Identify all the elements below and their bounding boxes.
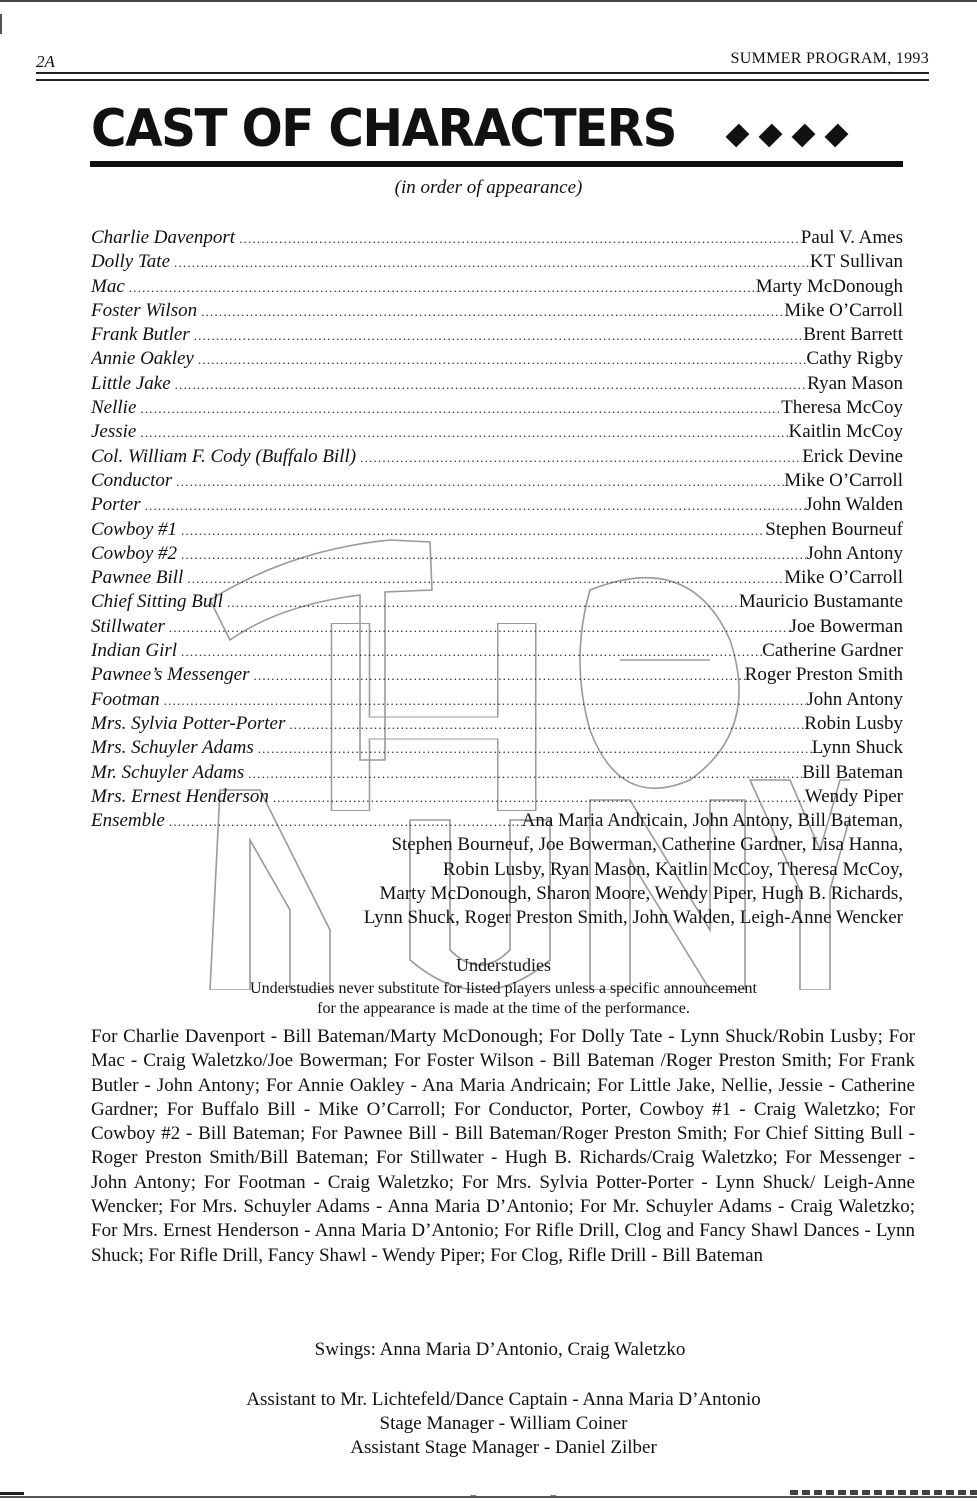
ensemble-line: Robin Lusby, Ryan Mason, Kaitlin McCoy, Theresa McCoy, [442,858,903,880]
leader-dots [248,762,802,785]
diamond-icon [726,124,750,148]
leader-dots [201,300,784,323]
role: Footman [91,688,160,710]
cast-row [91,663,903,687]
actor: Joe Bowerman [789,615,903,637]
scan-left-mark [0,14,2,34]
understudies-note-line: for the appearance is made at the time of the performance. [317,1000,690,1017]
cast-row [91,761,903,785]
actor: Theresa McCoy [781,397,903,419]
cast-row [91,785,903,809]
role: Pawnee Bill [91,567,184,589]
leader-dots [258,737,812,760]
cast-row [91,518,903,542]
role: Mrs. Schuyler Adams [91,737,254,759]
leader-dots [360,446,802,469]
leader-dots [194,324,804,347]
diamond-icon [825,124,849,148]
header-rule-bottom [36,79,929,81]
leader-dots [164,689,807,712]
production-credits [0,1388,977,1460]
subtitle: (in order of appearance) [394,177,583,198]
cast-row [91,445,903,469]
scan-bottom-left-mark [0,1492,24,1495]
role: Pawnee’s Messenger [91,664,250,686]
leader-dots [289,713,804,736]
header-rule-top [36,72,929,74]
role: Charlie Davenport [91,227,236,248]
actor: Kaitlin McCoy [788,421,903,443]
actor: Mike O’Carroll [784,299,903,321]
cast-row [91,226,903,250]
actor: Ana Maria Andricain, John Antony, Bill Bateman, [521,810,903,832]
actor: Brent Barrett [803,324,903,346]
understudies-heading: Understudies [456,955,551,975]
credit-line: Stage Manager - William Coiner [379,1413,628,1434]
ensemble-line: Stephen Bourneuf, Joe Bowerman, Catherine Gardner, Lisa Hanna, [391,834,903,856]
ensemble-line: Marty McDonough, Sharon Moore, Wendy Piper, Hugh B. Richards, [379,883,903,905]
title-rule [90,161,903,167]
credit-line: Assistant Stage Manager - Daniel Zilber [350,1437,657,1458]
leader-dots [174,251,810,274]
cast-row [91,372,903,396]
leader-dots [227,591,739,614]
leader-dots [169,616,790,639]
role: Porter [91,494,141,516]
leader-dots [253,664,744,687]
cast-row [91,469,903,493]
cast-row [91,275,903,299]
actor: Roger Preston Smith [744,664,903,686]
swings: Swings: Anna Maria D’Antonio, Craig Waletzko [314,1339,686,1360]
role: Mrs. Sylvia Potter-Porter [91,712,286,734]
role: Ensemble [91,810,165,832]
actor: Cathy Rigby [806,348,903,370]
cast-list [91,226,903,931]
role: Nellie [91,397,137,419]
leader-dots [140,397,781,420]
cast-row [91,590,903,614]
leader-dots [140,421,788,444]
leader-dots [169,810,522,833]
actor: Marty McDonough [755,275,903,297]
cast-row [91,420,903,444]
actor: Robin Lusby [804,712,903,734]
understudies-body: For Charlie Davenport - Bill Bateman/Marty McDonough; For Dolly Tate - Lynn Shuck/Robin Lusby; For Mac - Craig Waletzko/Joe Bowerman; For Foster Wilson - Bill Bateman /Roger Preston Smith; For Frank Butler - John Antony; For Annie Oakley - Ana Maria Andricain; For Little Jake, Nellie, Jessie - Catherine Gardner; For Buffalo Bill - Mike O’Carroll; For Conductor, Porter, Cowboy #1 - Craig Waletzko; For Cowboy #2 - Bill Bateman; For Pawnee Bill - Bill Bateman/Roger Preston Smith; For Chief Sitting Bull - Roger Preston Smith/Bill Bateman; For Stillwater - Hugh B. Richards/Craig Waletzko; For Messenger - John Antony; For Footman - Craig Waletzko; For Mrs. Sylvia Potter-Porter - Lynn Shuck/ Leigh-Anne Wencker; For Mrs. Schuyler Adams - Anna Maria D’Antonio; For Mr. Schuyler Adams - Craig Waletzko; For Mrs. Ernest Henderson - Anna Maria D’Antonio; For Rifle Drill, Clog and Fancy Shawl Dances - Lynn Shuck; For Rifle Drill, Fancy Shawl - Wendy Piper; For Clog, Rifle Drill - Bill Bateman [91,1026,915,1266]
actor: Ryan Mason [807,372,903,394]
credit-line: Assistant to Mr. Lichtefeld/Dance Captain - Anna Maria D’Antonio [246,1389,761,1410]
role: Chief Sitting Bull [91,591,223,613]
actor: Paul V. Ames [800,227,903,248]
leader-dots [198,348,807,371]
role: Annie Oakley [91,348,194,370]
understudies-note-line: Understudies never substitute for listed players unless a specific announcement [250,980,757,997]
actor: Stephen Bourneuf [765,518,903,540]
role: Mac [91,275,125,297]
actor: Mike O’Carroll [784,567,903,589]
cast-row [91,542,903,566]
scan-bottom-right-mark [790,1490,977,1495]
cast-row [91,566,903,590]
diamond-icon [792,124,816,148]
role: Mr. Schuyler Adams [91,761,245,783]
leader-dots [181,640,762,663]
actor: Wendy Piper [804,785,903,807]
actor: John Walden [805,494,903,516]
role: Dolly Tate [91,251,170,273]
leader-dots [181,543,806,566]
actor: Lynn Shuck [811,737,903,759]
role: Little Jake [91,372,171,394]
title-ornament [727,128,847,143]
leader-dots [181,519,765,542]
cast-row [91,736,903,760]
actor: Mike O’Carroll [784,469,903,491]
cast-row [91,396,903,420]
page-title: CAST OF CHARACTERS [91,99,677,159]
leader-dots [145,494,806,517]
page-number: 2A [36,52,55,71]
cast-row [91,493,903,517]
actor: Bill Bateman [802,761,903,783]
role: Conductor [91,469,173,491]
cast-row [91,299,903,323]
running-head: SUMMER PROGRAM, 1993 [730,50,929,67]
cast-row [91,639,903,663]
role: Mrs. Ernest Henderson [91,785,269,807]
scan-top-edge [0,0,977,2]
actor: Catherine Gardner [762,640,903,662]
cast-row [91,688,903,712]
role: Jessie [91,421,137,443]
role: Stillwater [91,615,165,637]
leader-dots [175,373,808,396]
leader-dots [187,567,784,590]
leader-dots [273,786,805,809]
cast-row [91,323,903,347]
actor: KT Sullivan [809,251,903,273]
role: Indian Girl [91,640,178,662]
leader-dots [239,227,801,250]
leader-dots [176,470,784,493]
role: Foster Wilson [91,299,198,321]
actor: John Antony [806,542,903,564]
cast-row [91,250,903,274]
role: Cowboy #2 [91,542,178,564]
scan-bottom-edge [0,1496,977,1498]
role: Cowboy #1 [91,518,178,540]
cast-row [91,615,903,639]
role: Frank Butler [91,324,190,346]
actor: John Antony [806,688,903,710]
actor: Erick Devine [802,445,903,467]
ensemble-line: Lynn Shuck, Roger Preston Smith, John Walden, Leigh-Anne Wencker [363,907,903,929]
cast-row [91,712,903,736]
diamond-icon [759,124,783,148]
role: Col. William F. Cody (Buffalo Bill) [91,445,357,467]
actor: Mauricio Bustamante [738,591,903,613]
cast-row-ensemble [91,809,903,833]
leader-dots [129,276,756,299]
understudies-note [0,979,977,1019]
cast-row [91,347,903,371]
